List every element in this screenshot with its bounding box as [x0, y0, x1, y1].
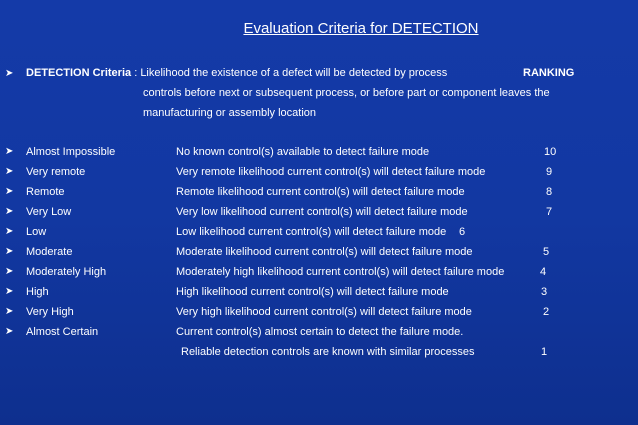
- criteria-name: Low: [26, 226, 47, 238]
- criteria-name: Very Low: [26, 206, 72, 218]
- slide-title: Evaluation Criteria for DETECTION: [243, 20, 479, 37]
- criteria-rank: 7: [546, 206, 553, 218]
- criteria-header-line2: controls before next or subsequent process, or before part or component leaves the: [143, 87, 550, 99]
- criteria-description: Very low likelihood current control(s) will detect failure mode: [176, 206, 468, 218]
- criteria-name: Almost Certain: [26, 326, 99, 338]
- arrowhead-bullet-icon: ➤: [5, 186, 14, 197]
- criteria-description: Moderate likelihood current control(s) will detect failure mode: [176, 246, 473, 258]
- criteria-description-continued: Reliable detection controls are known with similar processes: [181, 346, 475, 358]
- criteria-description: High likelihood current control(s) will detect failure mode: [176, 286, 449, 298]
- criteria-rank: 2: [543, 306, 550, 318]
- criteria-name: Remote: [26, 186, 65, 198]
- criteria-description: Remote likelihood current control(s) will detect failure mode: [176, 186, 465, 198]
- criteria-description: Low likelihood current control(s) will detect failure mode: [176, 226, 447, 238]
- criteria-description: Very high likelihood current control(s) will detect failure mode: [176, 306, 472, 318]
- arrowhead-bullet-icon: ➤: [5, 68, 14, 79]
- criteria-description: Very remote likelihood current control(s) will detect failure mode: [176, 166, 486, 178]
- criteria-name: Almost Impossible: [26, 146, 116, 158]
- criteria-header-line1: [26, 67, 447, 80]
- criteria-rank: 10: [544, 146, 557, 158]
- criteria-name: Very remote: [26, 166, 86, 178]
- arrowhead-bullet-icon: ➤: [5, 286, 14, 297]
- arrowhead-bullet-icon: ➤: [5, 266, 14, 277]
- criteria-rank: 6: [459, 226, 466, 238]
- arrowhead-bullet-icon: ➤: [5, 226, 14, 237]
- criteria-description: No known control(s) available to detect failure mode: [176, 146, 430, 158]
- criteria-name: Moderate: [26, 246, 73, 258]
- criteria-description: Current control(s) almost certain to detect the failure mode.: [176, 326, 464, 338]
- criteria-rank: 8: [546, 186, 553, 198]
- arrowhead-bullet-icon: ➤: [5, 206, 14, 217]
- criteria-header-label: DETECTION Criteria: [26, 67, 132, 79]
- criteria-rank: 4: [540, 266, 547, 278]
- arrowhead-bullet-icon: ➤: [5, 146, 14, 157]
- criteria-description: Moderately high likelihood current control(s) will detect failure mode: [176, 266, 505, 278]
- criteria-header-text: Likelihood the existence of a defect will be detected by process: [140, 67, 448, 79]
- criteria-rank: 1: [541, 346, 548, 358]
- arrowhead-bullet-icon: ➤: [5, 326, 14, 337]
- arrowhead-bullet-icon: ➤: [5, 166, 14, 177]
- criteria-rank: 3: [541, 286, 548, 298]
- criteria-name: Moderately High: [26, 266, 107, 278]
- criteria-header-line3: manufacturing or assembly location: [143, 107, 317, 119]
- arrowhead-bullet-icon: ➤: [5, 306, 14, 317]
- arrowhead-bullet-icon: ➤: [5, 246, 14, 257]
- criteria-name: Very High: [26, 306, 74, 318]
- criteria-name: High: [26, 286, 49, 298]
- criteria-rank: 5: [543, 246, 550, 258]
- criteria-rank: 9: [546, 166, 553, 178]
- ranking-heading: RANKING: [523, 67, 575, 79]
- criteria-header-separator: :: [131, 67, 141, 79]
